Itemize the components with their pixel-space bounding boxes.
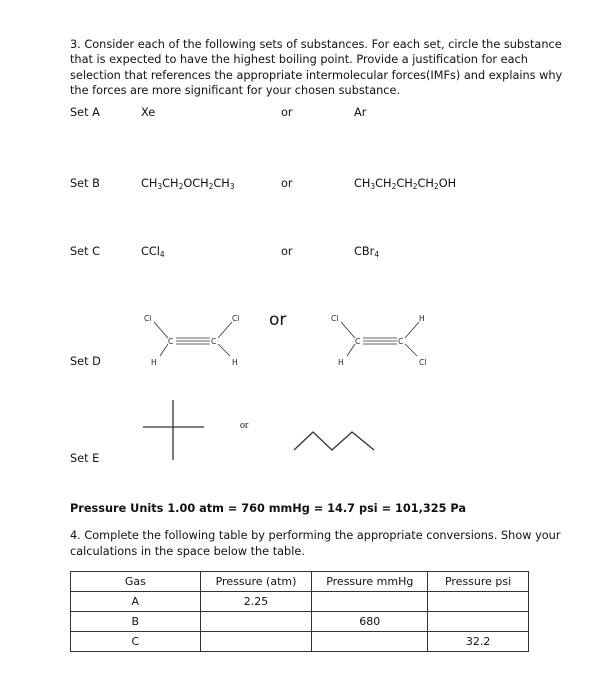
- cis-dichloroethene-structure: [138, 308, 258, 370]
- set-c-option-2: CBr$_4$: [354, 245, 380, 259]
- neopentane-skeletal-structure: [140, 398, 208, 464]
- set-b-label: Set B: [70, 177, 100, 190]
- set-a-option-2: Ar: [354, 106, 367, 119]
- atom-h: H: [338, 358, 344, 367]
- question-4-line: 4. Complete the following table by performing the appropriate conversions. Show your: [70, 529, 561, 542]
- table-row: [71, 592, 529, 612]
- header-pressure-atm: Pressure (atm): [200, 572, 312, 592]
- table-cell: 680: [312, 612, 428, 632]
- question-3-text: [70, 37, 563, 98]
- table-cell: [200, 612, 312, 632]
- table-cell: B: [71, 612, 201, 632]
- atom-cl: Cl: [144, 314, 152, 323]
- question-3-line: selection that references the appropriate intermolecular forces(IMFs) and explains why: [70, 68, 563, 82]
- set-d-or: or: [269, 310, 287, 330]
- set-a-option-1: Xe: [141, 106, 156, 119]
- atom-cl: Cl: [232, 314, 240, 323]
- set-c-option-1: CCl$_4$: [141, 245, 165, 259]
- trans-dichloroethene-structure: [325, 308, 445, 370]
- table-header-row: [71, 572, 529, 592]
- set-a-or: or: [281, 106, 293, 119]
- atom-c: C: [168, 337, 174, 346]
- table-cell: [200, 632, 312, 652]
- table-row: [71, 632, 529, 652]
- set-c-or: or: [281, 245, 293, 258]
- set-b-or: or: [281, 177, 293, 190]
- header-gas: Gas: [71, 572, 201, 592]
- table-row: [71, 612, 529, 632]
- set-d-label: Set D: [70, 355, 101, 368]
- header-pressure-mmhg: Pressure mmHg: [312, 572, 428, 592]
- atom-cl: Cl: [419, 358, 427, 367]
- pentane-skeletal-structure: [290, 426, 382, 454]
- pressure-table: [70, 571, 529, 652]
- question-3-line: 3. Consider each of the following sets of substances. For each set, circle the substance: [70, 38, 562, 51]
- table-cell: 2.25: [200, 592, 312, 612]
- set-b-option-1: $CH_3CH_2OCH_2CH_3$: [141, 177, 235, 191]
- header-pressure-psi: Pressure psi: [428, 572, 529, 592]
- table-cell: [312, 632, 428, 652]
- question-3-line: the forces are more significant for your chosen substance.: [70, 83, 401, 97]
- atom-c: C: [211, 337, 217, 346]
- atom-h: H: [419, 314, 425, 323]
- table-cell: [428, 612, 529, 632]
- table-cell: A: [71, 592, 201, 612]
- question-3-line: that is expected to have the highest boiling point. Provide a justification for each: [70, 53, 528, 67]
- set-e-label: Set E: [70, 452, 100, 465]
- table-cell: C: [71, 632, 201, 652]
- set-c-label: Set C: [70, 245, 101, 258]
- table-cell: 32.2: [428, 632, 529, 652]
- question-4-line: calculations in the space below the table.: [70, 545, 305, 558]
- atom-h: H: [151, 358, 157, 367]
- atom-h: H: [232, 358, 238, 367]
- table-cell: [428, 592, 529, 612]
- set-a-label: Set A: [70, 106, 100, 119]
- pressure-units-line: Pressure Units 1.00 atm = 760 mmHg = 14.7 psi = 101,325 Pa: [70, 502, 466, 515]
- atom-c: C: [398, 337, 404, 346]
- set-b-option-2: $CH_3CH_2CH_2CH_2OH$: [354, 177, 457, 191]
- table-cell: [312, 592, 428, 612]
- atom-cl: Cl: [331, 314, 339, 323]
- question-4-text: [70, 528, 560, 560]
- set-e-or: or: [240, 420, 249, 431]
- atom-c: C: [355, 337, 361, 346]
